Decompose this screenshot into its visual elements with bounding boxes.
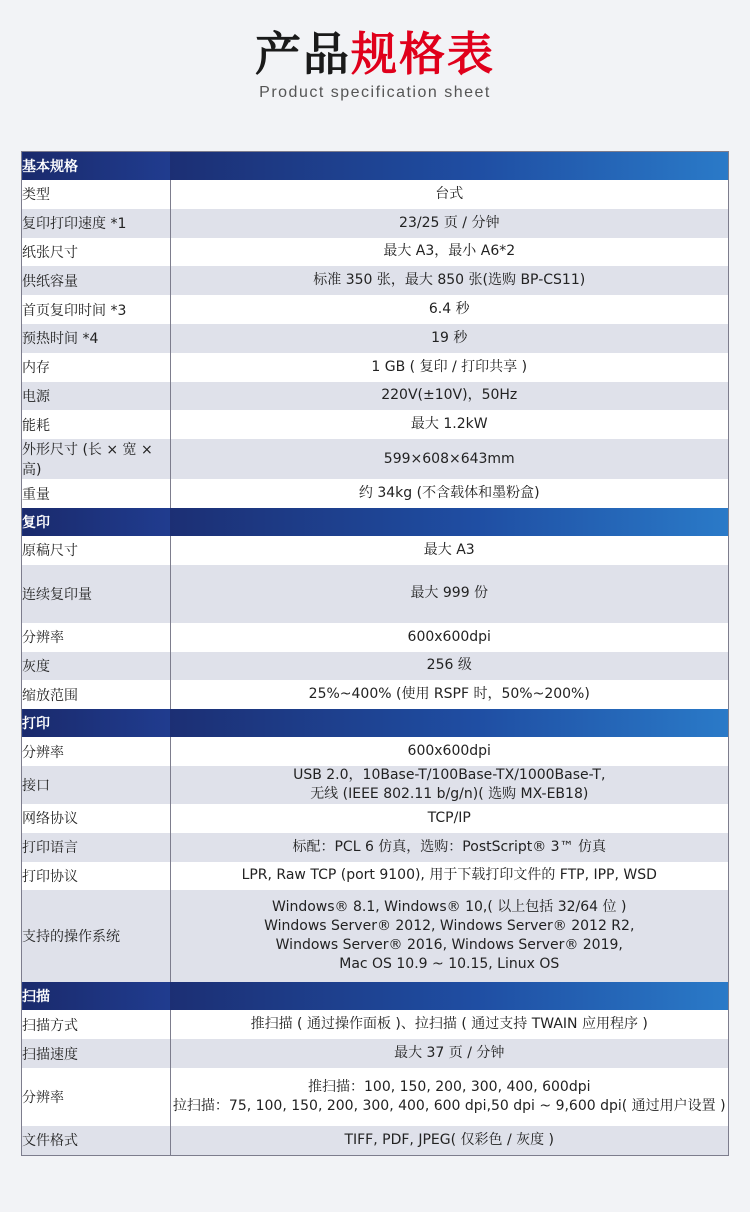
spec-row xyxy=(22,565,729,623)
spec-label: 供纸容量 xyxy=(22,266,171,295)
spec-row xyxy=(22,804,729,833)
spec-label: 缩放范围 xyxy=(22,680,171,709)
spec-row xyxy=(22,536,729,565)
spec-value xyxy=(170,890,729,982)
spec-row xyxy=(22,737,729,766)
page-title xyxy=(0,18,750,84)
title-part-1: 产品 xyxy=(255,27,351,81)
spec-row xyxy=(22,1039,729,1068)
section-bar xyxy=(170,508,729,536)
spec-label: 文件格式 xyxy=(22,1126,171,1155)
spec-value-line: 无线 (IEEE 802.11 b/g/n)( 选购 MX-EB18) xyxy=(310,785,589,802)
spec-row xyxy=(22,324,729,353)
spec-value: 1 GB ( 复印 / 打印共享 ) xyxy=(170,353,729,382)
spec-label: 分辨率 xyxy=(22,737,171,766)
spec-row xyxy=(22,238,729,267)
spec-value-line: USB 2.0，10Base-T/100Base-TX/1000Base-T, xyxy=(293,766,606,783)
spec-row xyxy=(22,890,729,982)
spec-value: 约 34kg (不含载体和墨粉盒) xyxy=(170,479,729,508)
spec-label: 分辨率 xyxy=(22,623,171,652)
spec-label: 扫描方式 xyxy=(22,1010,171,1039)
spec-value: 最大 A3，最小 A6*2 xyxy=(170,238,729,267)
section-header xyxy=(22,982,729,1010)
section-bar xyxy=(170,709,729,737)
section-title: 基本规格 xyxy=(22,152,171,181)
section-title: 复印 xyxy=(22,508,171,536)
spec-row xyxy=(22,209,729,238)
spec-label: 电源 xyxy=(22,382,171,411)
spec-row xyxy=(22,353,729,382)
spec-value: 220V(±10V)，50Hz xyxy=(170,382,729,411)
spec-table xyxy=(21,151,729,1156)
spec-value: 256 级 xyxy=(170,652,729,681)
section-title: 打印 xyxy=(22,709,171,737)
spec-label: 重量 xyxy=(22,479,171,508)
spec-row xyxy=(22,766,729,804)
spec-label: 内存 xyxy=(22,353,171,382)
spec-value xyxy=(170,1068,729,1126)
page-subtitle: Product specification sheet xyxy=(259,84,491,101)
spec-value: 最大 999 份 xyxy=(170,565,729,623)
spec-row xyxy=(22,862,729,891)
spec-label: 灰度 xyxy=(22,652,171,681)
spec-row xyxy=(22,652,729,681)
spec-value: 标准 350 张，最大 850 张(选购 BP-CS11) xyxy=(170,266,729,295)
spec-label: 纸张尺寸 xyxy=(22,238,171,267)
spec-value: 最大 A3 xyxy=(170,536,729,565)
spec-row xyxy=(22,1126,729,1155)
spec-value: LPR, Raw TCP (port 9100), 用于下载打印文件的 FTP, IPP, WSD xyxy=(170,862,729,891)
spec-row xyxy=(22,295,729,324)
spec-value: 标配：PCL 6 仿真，选购：PostScript® 3™ 仿真 xyxy=(170,833,729,862)
spec-label: 接口 xyxy=(22,766,171,804)
spec-label: 外形尺寸 (长 × 宽 × 高) xyxy=(22,439,171,479)
spec-value-line: Mac OS 10.9 ~ 10.15, Linux OS xyxy=(339,956,560,973)
section-bar xyxy=(170,152,729,181)
spec-label: 支持的操作系统 xyxy=(22,890,171,982)
spec-row xyxy=(22,479,729,508)
spec-label: 复印打印速度 *1 xyxy=(22,209,171,238)
spec-row xyxy=(22,382,729,411)
spec-value: 599×608×643mm xyxy=(170,439,729,479)
section-bar xyxy=(170,982,729,1010)
spec-label: 能耗 xyxy=(22,410,171,439)
spec-value: 推扫描 ( 通过操作面板 )、拉扫描 ( 通过支持 TWAIN 应用程序 ) xyxy=(170,1010,729,1039)
spec-value: 最大 1.2kW xyxy=(170,410,729,439)
spec-value-line: Windows Server® 2016, Windows Server® 2019, xyxy=(275,937,623,954)
spec-value: TIFF, PDF, JPEG( 仅彩色 / 灰度 ) xyxy=(170,1126,729,1155)
spec-row xyxy=(22,1068,729,1126)
spec-label: 分辨率 xyxy=(22,1068,171,1126)
spec-value-line: 推扫描：100, 150, 200, 300, 400, 600dpi xyxy=(308,1078,591,1095)
spec-value: 600x600dpi xyxy=(170,737,729,766)
spec-label: 预热时间 *4 xyxy=(22,324,171,353)
title-part-2: 规格表 xyxy=(351,27,495,81)
spec-row xyxy=(22,680,729,709)
section-header xyxy=(22,152,729,181)
spec-value: 25%~400% (使用 RSPF 时，50%~200%) xyxy=(170,680,729,709)
spec-label: 连续复印量 xyxy=(22,565,171,623)
spec-value xyxy=(170,766,729,804)
spec-value: TCP/IP xyxy=(170,804,729,833)
section-title: 扫描 xyxy=(22,982,171,1010)
spec-value: 6.4 秒 xyxy=(170,295,729,324)
spec-row xyxy=(22,266,729,295)
spec-row xyxy=(22,180,729,209)
spec-value: 台式 xyxy=(170,180,729,209)
spec-row xyxy=(22,410,729,439)
spec-label: 网络协议 xyxy=(22,804,171,833)
spec-label: 类型 xyxy=(22,180,171,209)
spec-row xyxy=(22,623,729,652)
spec-value: 600x600dpi xyxy=(170,623,729,652)
section-header xyxy=(22,508,729,536)
spec-label: 打印协议 xyxy=(22,862,171,891)
spec-label: 打印语言 xyxy=(22,833,171,862)
spec-label: 首页复印时间 *3 xyxy=(22,295,171,324)
spec-label: 原稿尺寸 xyxy=(22,536,171,565)
spec-label: 扫描速度 xyxy=(22,1039,171,1068)
spec-value-line: Windows® 8.1, Windows® 10,( 以上包括 32/64 位 ) xyxy=(272,899,627,916)
spec-row xyxy=(22,833,729,862)
spec-value-line: 拉扫描：75, 100, 150, 200, 300, 400, 600 dpi,50 dpi ~ 9,600 dpi( 通过用户设置 ) xyxy=(172,1097,726,1114)
spec-row xyxy=(22,439,729,479)
spec-row xyxy=(22,1010,729,1039)
spec-value: 19 秒 xyxy=(170,324,729,353)
section-header xyxy=(22,709,729,737)
spec-value: 最大 37 页 / 分钟 xyxy=(170,1039,729,1068)
spec-value-line: Windows Server® 2012, Windows Server® 2012 R2, xyxy=(264,918,635,935)
spec-value: 23/25 页 / 分钟 xyxy=(170,209,729,238)
